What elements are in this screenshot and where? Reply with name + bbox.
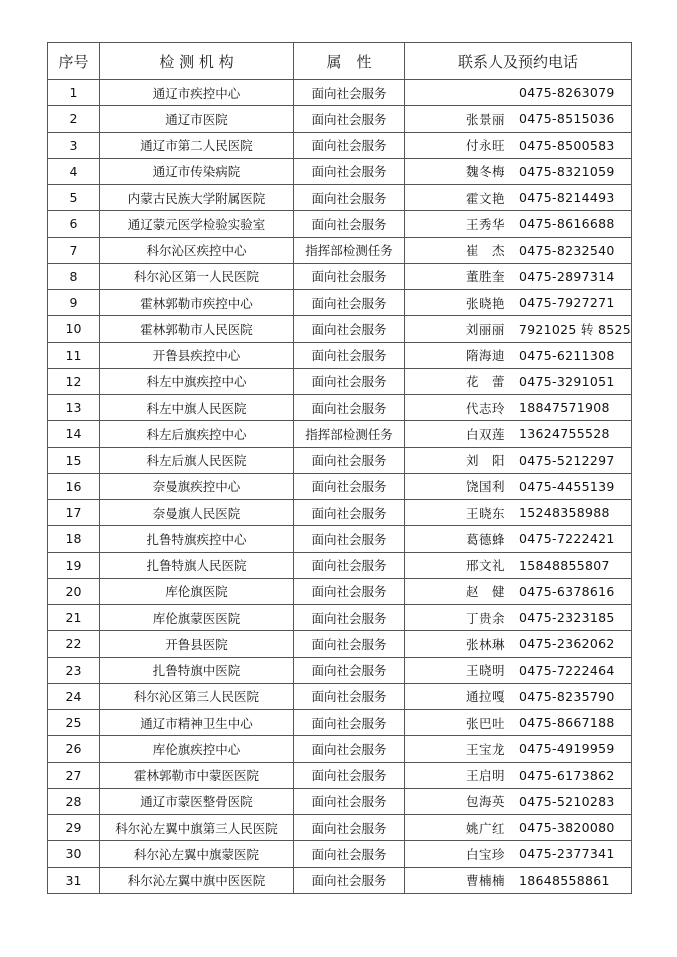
contact-cell <box>405 815 632 841</box>
institution-attribute: 面向社会服务 <box>294 841 405 867</box>
row-number: 4 <box>48 158 100 184</box>
institution-name: 通辽市蒙医整骨医院 <box>100 788 294 814</box>
contact-person: 白双莲 <box>465 426 505 442</box>
table-row <box>48 80 632 106</box>
row-number: 11 <box>48 342 100 368</box>
institution-name: 扎鲁特旗中医院 <box>100 657 294 683</box>
contact-person: 王晓明 <box>465 663 505 679</box>
institution-name: 科尔沁左翼中旗蒙医院 <box>100 841 294 867</box>
contact-cell <box>405 605 632 631</box>
institution-name: 科左后旗人民医院 <box>100 447 294 473</box>
contact-phone: 0475-5210283 <box>519 793 615 809</box>
contact-cell <box>405 473 632 499</box>
contact-phone: 0475-7222464 <box>519 662 615 678</box>
row-number: 18 <box>48 526 100 552</box>
institution-name: 通辽市医院 <box>100 106 294 132</box>
table-row <box>48 867 632 893</box>
contact-phone: 0475-8263079 <box>519 85 615 101</box>
row-number: 15 <box>48 447 100 473</box>
institution-attribute: 面向社会服务 <box>294 788 405 814</box>
contact-person: 刘 阳 <box>465 453 505 469</box>
contact-phone: 18847571908 <box>519 400 610 416</box>
contact-cell <box>405 736 632 762</box>
institution-attribute: 面向社会服务 <box>294 263 405 289</box>
table-body <box>48 80 632 894</box>
institution-attribute: 面向社会服务 <box>294 578 405 604</box>
table-row <box>48 578 632 604</box>
institution-name: 科尔沁区疾控中心 <box>100 237 294 263</box>
contact-phone: 0475-3820080 <box>519 820 615 836</box>
contact-cell <box>405 788 632 814</box>
table-row <box>48 342 632 368</box>
institution-name: 库伦旗蒙医医院 <box>100 605 294 631</box>
contact-person: 董胜奎 <box>465 269 505 285</box>
row-number: 12 <box>48 368 100 394</box>
contact-phone: 0475-8667188 <box>519 715 615 731</box>
row-number: 9 <box>48 290 100 316</box>
institution-name: 通辽市第二人民医院 <box>100 132 294 158</box>
contact-cell <box>405 290 632 316</box>
contact-phone: 13624755528 <box>519 426 610 442</box>
institution-name: 科尔沁左翼中旗第三人民医院 <box>100 815 294 841</box>
row-number: 5 <box>48 185 100 211</box>
contact-person: 隋海迪 <box>465 348 505 364</box>
institution-name: 通辽市疾控中心 <box>100 80 294 106</box>
institution-attribute: 面向社会服务 <box>294 605 405 631</box>
contact-person: 通拉嘎 <box>465 689 505 705</box>
institution-attribute: 面向社会服务 <box>294 211 405 237</box>
contact-person: 葛德蜂 <box>465 531 505 547</box>
contact-phone: 0475-4455139 <box>519 478 615 494</box>
row-number: 27 <box>48 762 100 788</box>
row-number: 28 <box>48 788 100 814</box>
contact-person: 代志玲 <box>465 400 505 416</box>
header-attribute: 属 性 <box>294 43 405 80</box>
institution-attribute: 面向社会服务 <box>294 683 405 709</box>
row-number: 13 <box>48 395 100 421</box>
institution-name: 科左中旗人民医院 <box>100 395 294 421</box>
header-institution: 检 测 机 构 <box>100 43 294 80</box>
institution-attribute: 面向社会服务 <box>294 395 405 421</box>
table-row <box>48 237 632 263</box>
table-row <box>48 447 632 473</box>
contact-cell <box>405 316 632 342</box>
contact-cell <box>405 683 632 709</box>
row-number: 22 <box>48 631 100 657</box>
institution-name: 科左后旗疾控中心 <box>100 421 294 447</box>
row-number: 16 <box>48 473 100 499</box>
row-number: 29 <box>48 815 100 841</box>
institution-name: 科尔沁区第一人民医院 <box>100 263 294 289</box>
table-row <box>48 132 632 158</box>
row-number: 19 <box>48 552 100 578</box>
contact-phone: 0475-6211308 <box>519 347 615 363</box>
contact-person: 刘丽丽 <box>465 321 505 337</box>
institution-name: 科左中旗疾控中心 <box>100 368 294 394</box>
table-row <box>48 788 632 814</box>
table-row <box>48 683 632 709</box>
institution-attribute: 指挥部检测任务 <box>294 237 405 263</box>
contact-phone: 0475-8616688 <box>519 216 615 232</box>
table-row <box>48 421 632 447</box>
contact-person: 张巴吐 <box>465 715 505 731</box>
contact-cell <box>405 867 632 893</box>
contact-phone: 7921025 转 8525 <box>518 321 631 337</box>
institution-name: 开鲁县医院 <box>100 631 294 657</box>
header-contact: 联系人及预约电话 <box>405 43 632 80</box>
institution-attribute: 指挥部检测任务 <box>294 421 405 447</box>
table-row <box>48 316 632 342</box>
row-number: 17 <box>48 500 100 526</box>
contact-cell <box>405 578 632 604</box>
institution-name: 霍林郭勒市人民医院 <box>100 316 294 342</box>
contact-phone: 0475-5212297 <box>519 452 615 468</box>
institution-attribute: 面向社会服务 <box>294 710 405 736</box>
contact-cell <box>405 395 632 421</box>
contact-cell <box>405 631 632 657</box>
institution-attribute: 面向社会服务 <box>294 552 405 578</box>
institution-attribute: 面向社会服务 <box>294 762 405 788</box>
institution-attribute: 面向社会服务 <box>294 185 405 211</box>
header-number: 序号 <box>48 43 100 80</box>
contact-person: 王宝龙 <box>465 741 505 757</box>
institution-name: 扎鲁特旗人民医院 <box>100 552 294 578</box>
row-number: 6 <box>48 211 100 237</box>
contact-person: 王秀华 <box>465 216 505 232</box>
contact-person: 王晓东 <box>465 505 505 521</box>
contact-cell <box>405 447 632 473</box>
institution-attribute: 面向社会服务 <box>294 368 405 394</box>
institution-attribute: 面向社会服务 <box>294 342 405 368</box>
row-number: 31 <box>48 867 100 893</box>
row-number: 2 <box>48 106 100 132</box>
row-number: 8 <box>48 263 100 289</box>
row-number: 25 <box>48 710 100 736</box>
contact-person: 魏冬梅 <box>465 164 505 180</box>
institution-attribute: 面向社会服务 <box>294 290 405 316</box>
institution-name: 库伦旗医院 <box>100 578 294 604</box>
contact-cell <box>405 710 632 736</box>
contact-phone: 15248358988 <box>519 505 610 521</box>
contact-cell <box>405 237 632 263</box>
contact-cell <box>405 841 632 867</box>
contact-phone: 0475-7222421 <box>519 531 615 547</box>
table-row <box>48 631 632 657</box>
contact-cell <box>405 421 632 447</box>
table-row <box>48 290 632 316</box>
table-row <box>48 185 632 211</box>
contact-person: 张晓艳 <box>465 295 505 311</box>
contact-phone: 0475-6173862 <box>519 767 615 783</box>
institution-attribute: 面向社会服务 <box>294 657 405 683</box>
contact-person: 饶国利 <box>465 479 505 495</box>
institution-attribute: 面向社会服务 <box>294 158 405 184</box>
table-row <box>48 605 632 631</box>
table-row <box>48 211 632 237</box>
header-row <box>48 43 632 80</box>
contact-phone: 0475-8321059 <box>519 163 615 179</box>
row-number: 26 <box>48 736 100 762</box>
contact-phone: 0475-8500583 <box>519 137 615 153</box>
contact-cell <box>405 500 632 526</box>
contact-cell <box>405 342 632 368</box>
contact-cell <box>405 657 632 683</box>
table-row <box>48 552 632 578</box>
institution-name: 内蒙古民族大学附属医院 <box>100 185 294 211</box>
table-row <box>48 368 632 394</box>
contact-phone: 0475-4919959 <box>519 741 615 757</box>
contact-phone: 0475-6378616 <box>519 583 615 599</box>
institution-attribute: 面向社会服务 <box>294 80 405 106</box>
table-row <box>48 736 632 762</box>
institution-name: 霍林郭勒市疾控中心 <box>100 290 294 316</box>
row-number: 3 <box>48 132 100 158</box>
contact-cell <box>405 552 632 578</box>
contact-person: 丁贵余 <box>465 610 505 626</box>
table-row <box>48 158 632 184</box>
institution-name: 通辽市传染病院 <box>100 158 294 184</box>
table-row <box>48 500 632 526</box>
table-row <box>48 762 632 788</box>
row-number: 23 <box>48 657 100 683</box>
table-row <box>48 815 632 841</box>
institution-name: 通辽市精神卫生中心 <box>100 710 294 736</box>
table-row <box>48 710 632 736</box>
contact-person: 花 蕾 <box>465 374 505 390</box>
row-number: 10 <box>48 316 100 342</box>
table-row <box>48 473 632 499</box>
contact-cell <box>405 368 632 394</box>
institution-name: 科尔沁左翼中旗中医医院 <box>100 867 294 893</box>
institution-name: 通辽蒙元医学检验实验室 <box>100 211 294 237</box>
contact-person: 邢文礼 <box>465 558 505 574</box>
institution-attribute: 面向社会服务 <box>294 631 405 657</box>
contact-phone: 0475-2323185 <box>519 610 615 626</box>
row-number: 21 <box>48 605 100 631</box>
contact-person: 曹楠楠 <box>465 873 505 889</box>
row-number: 30 <box>48 841 100 867</box>
institution-name: 奈曼旗疾控中心 <box>100 473 294 499</box>
contact-person: 崔 杰 <box>465 243 505 259</box>
contact-person: 张林琳 <box>465 636 505 652</box>
row-number: 1 <box>48 80 100 106</box>
contact-person: 包海英 <box>465 794 505 810</box>
contact-phone: 0475-2377341 <box>519 846 615 862</box>
institution-attribute: 面向社会服务 <box>294 867 405 893</box>
contact-phone: 0475-8232540 <box>519 242 615 258</box>
contact-person: 姚广红 <box>465 820 505 836</box>
institution-attribute: 面向社会服务 <box>294 500 405 526</box>
contact-cell <box>405 158 632 184</box>
institution-attribute: 面向社会服务 <box>294 316 405 342</box>
institution-attribute: 面向社会服务 <box>294 132 405 158</box>
contact-phone: 0475-2897314 <box>519 268 615 284</box>
contact-person: 王启明 <box>465 768 505 784</box>
row-number: 24 <box>48 683 100 709</box>
row-number: 14 <box>48 421 100 447</box>
contact-cell <box>405 526 632 552</box>
institution-attribute: 面向社会服务 <box>294 526 405 552</box>
contact-phone: 0475-8214493 <box>519 190 615 206</box>
institution-name: 霍林郭勒市中蒙医医院 <box>100 762 294 788</box>
institution-attribute: 面向社会服务 <box>294 815 405 841</box>
contact-cell <box>405 132 632 158</box>
contact-person: 霍文艳 <box>465 190 505 206</box>
contact-phone: 15848855807 <box>519 557 610 573</box>
contact-cell <box>405 80 632 106</box>
institution-name: 开鲁县疾控中心 <box>100 342 294 368</box>
contact-phone: 0475-8235790 <box>519 688 615 704</box>
table-row <box>48 526 632 552</box>
institution-name: 科尔沁区第三人民医院 <box>100 683 294 709</box>
table-row <box>48 106 632 132</box>
contact-phone: 0475-8515036 <box>519 111 615 127</box>
contact-person: 白宝珍 <box>465 846 505 862</box>
institution-name: 库伦旗疾控中心 <box>100 736 294 762</box>
contact-phone: 0475-3291051 <box>519 373 615 389</box>
institution-attribute: 面向社会服务 <box>294 447 405 473</box>
table-row <box>48 395 632 421</box>
row-number: 20 <box>48 578 100 604</box>
contact-cell <box>405 762 632 788</box>
contact-cell <box>405 211 632 237</box>
table-row <box>48 657 632 683</box>
institution-attribute: 面向社会服务 <box>294 473 405 499</box>
contact-phone: 0475-2362062 <box>519 636 615 652</box>
contact-person: 张景丽 <box>465 111 505 127</box>
institution-name: 奈曼旗人民医院 <box>100 500 294 526</box>
table-row <box>48 263 632 289</box>
contact-cell <box>405 106 632 132</box>
contact-cell <box>405 263 632 289</box>
institution-name: 扎鲁特旗疾控中心 <box>100 526 294 552</box>
contact-phone: 0475-7927271 <box>519 295 615 311</box>
institution-attribute: 面向社会服务 <box>294 106 405 132</box>
testing-institutions-table <box>47 42 632 894</box>
contact-cell <box>405 185 632 211</box>
table-row <box>48 841 632 867</box>
contact-phone: 18648558861 <box>519 872 610 888</box>
contact-person: 赵 健 <box>465 584 505 600</box>
row-number: 7 <box>48 237 100 263</box>
institution-attribute: 面向社会服务 <box>294 736 405 762</box>
contact-person: 付永旺 <box>465 138 505 154</box>
